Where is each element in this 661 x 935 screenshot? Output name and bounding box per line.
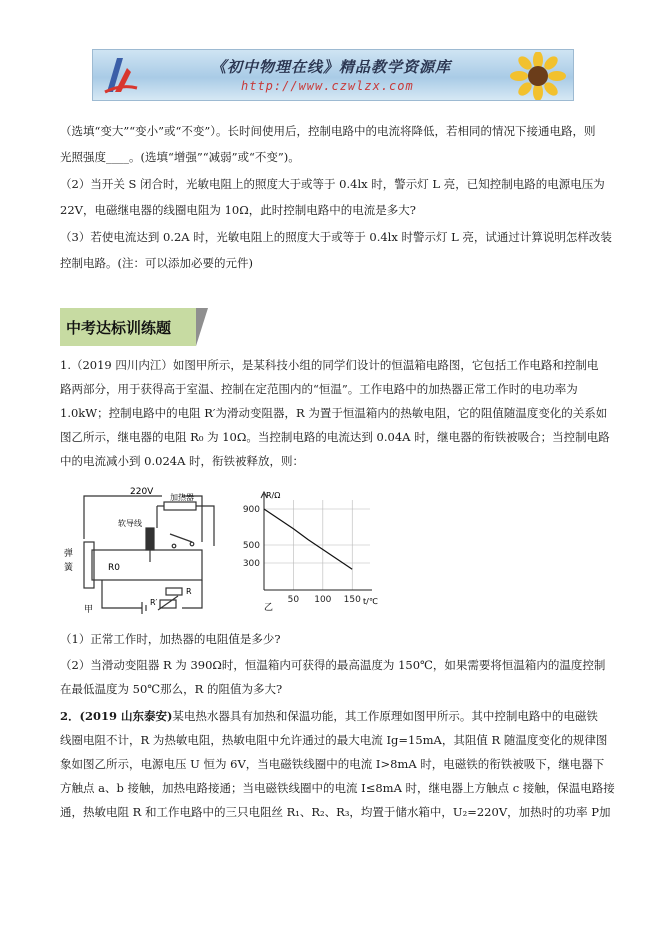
question-1 bbox=[60, 353, 608, 473]
header-banner bbox=[92, 49, 574, 101]
intro-line: 控制电路。(注：可以添加必要的元件) bbox=[60, 256, 253, 270]
y-axis-label: R/Ω bbox=[266, 491, 281, 500]
question-line: （2）当滑动变阻器 R 为 390Ω时，恒温箱内可获得的最高温度为 150℃，如果需要将恒温箱内的温度控制 bbox=[60, 658, 606, 672]
r-label: R bbox=[186, 587, 192, 596]
section-title: 中考达标训练题 bbox=[66, 319, 172, 337]
question-number: 2． bbox=[60, 709, 80, 723]
spring-label-1: 弹 bbox=[64, 549, 74, 559]
circuit-diagram-jia bbox=[62, 484, 232, 616]
intro-line: （2）当开关 S 闭合时，光敏电阻上的照度大于或等于 0.4lx 时，警示灯 L 亮，已知控制电路的电源电压为 bbox=[60, 177, 605, 191]
banner-title: 《初中物理在线》精品教学资源库 bbox=[211, 58, 452, 76]
question-line: 图乙所示，继电器的电阻 R₀ 为 10Ω。当控制电路的电流达到 0.04A 时，继电器的衔铁被吸合；当控制电路 bbox=[60, 430, 610, 444]
question-line: 方触点 a、b 接触，加热电路接通；当电磁铁线圈中的电流 I≤8mA 时，继电器上方触点 c 接触，保温电路接 bbox=[60, 781, 615, 795]
x-tick-label: 150 bbox=[343, 595, 361, 605]
question-line: 在最低温度为 50℃那么，R 的阻值为多大? bbox=[60, 682, 283, 696]
question-line: 线圈电阻不计，R 为热敏电阻，热敏电阻中允许通过的最大电流 Ig=15mA，其阻值 R 随温度变化的规律图 bbox=[60, 733, 608, 747]
intro-line: （选填“变大”“变小”或“不变”）。长时间使用后，控制电路中的电流将降低，若相同的情况下接通电路，则 bbox=[60, 124, 596, 138]
y-tick-label: 300 bbox=[242, 559, 260, 569]
sunflower-icon bbox=[509, 52, 567, 100]
spring-label-2: 簧 bbox=[64, 563, 74, 573]
question-line: 象如图乙所示，电源电压 U 恒为 6V，当电磁铁线圈中的电流 I>8mA 时，电磁铁的衔铁被吸下，继电器下 bbox=[60, 757, 605, 771]
x-axis-label: t/℃ bbox=[363, 597, 378, 606]
question-source: (2019 山东泰安) bbox=[79, 709, 173, 723]
y-tick-label: 900 bbox=[242, 505, 260, 515]
question-1-parts bbox=[60, 627, 608, 701]
banner-url: http://www.czwlzx.com bbox=[241, 79, 414, 93]
intro-text bbox=[60, 119, 612, 275]
voltage-label: 220V bbox=[130, 487, 154, 497]
x-tick-label: 100 bbox=[314, 595, 332, 605]
heater-label: 加热器 bbox=[170, 493, 194, 502]
r-prime-label: R′ bbox=[150, 598, 158, 607]
caption-yi: 乙 bbox=[264, 603, 274, 612]
section-heading bbox=[60, 308, 208, 346]
intro-line: （3）若使电流达到 0.2A 时，光敏电阻上的照度大于或等于 0.4lx 时警示灯 L 亮，试通过计算说明怎样改装 bbox=[60, 230, 612, 244]
series-line bbox=[264, 509, 352, 569]
y-tick-label: 500 bbox=[242, 541, 260, 551]
question-line: 路两部分，用于获得高于室温、控制在定范围内的“恒温”。工作电路中的加热器正常工作时的电功率为 bbox=[60, 382, 578, 396]
intro-line: 22V，电磁继电器的线圈电阻为 10Ω，此时控制电路中的电流是多大? bbox=[60, 203, 416, 217]
resistance-temperature-chart bbox=[242, 486, 382, 612]
question-line: 1.0kW；控制电路中的电阻 R′为滑动变阻器，R 为置于恒温箱内的热敏电阻，它的阻值随温度变化的关系如 bbox=[60, 406, 608, 420]
question-line: 中的电流减小到 0.024A 时，衔铁被释放，则： bbox=[60, 454, 305, 468]
question-2 bbox=[60, 704, 615, 824]
question-line: （1）正常工作时，加热器的电阻值是多少? bbox=[60, 632, 281, 646]
x-tick-label: 50 bbox=[287, 595, 300, 605]
site-logo-icon bbox=[101, 54, 141, 96]
question-line bbox=[60, 704, 608, 728]
intro-line: 光照强度____。(选填“增强”“减弱”或“不变”)。 bbox=[60, 150, 300, 164]
wire-label: 软导线 bbox=[118, 519, 142, 528]
question-text: 某电热水器具有加热和保温功能，其工作原理如图甲所示。其中控制电路中的电磁铁 bbox=[172, 709, 598, 723]
caption-jia: 甲 bbox=[84, 605, 94, 615]
question-line: 通，热敏电阻 R 和工作电路中的三只电阻丝 R₁、R₂、R₃，均置于储水箱中，U₂=220V，加热时的功率 P加 bbox=[60, 805, 611, 819]
question-line: 1.（2019 四川内江）如图甲所示，是某科技小组的同学们设计的恒温箱电路图，它包括工作电路和控制电 bbox=[60, 358, 599, 372]
coil-label: R0 bbox=[108, 563, 120, 573]
